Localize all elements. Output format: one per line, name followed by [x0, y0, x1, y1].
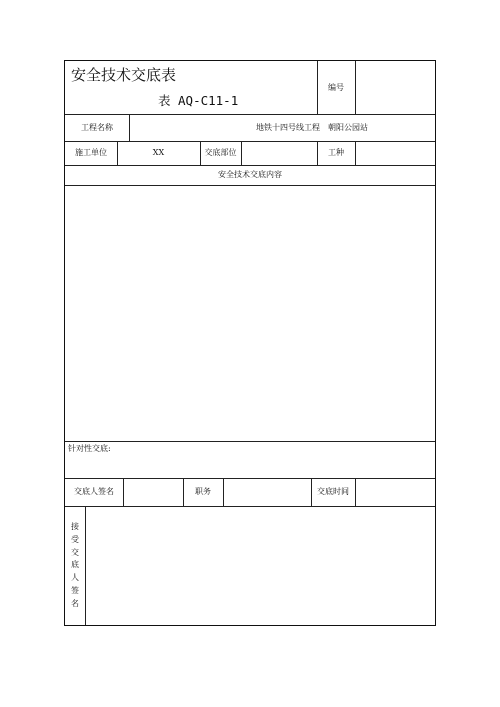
targeted-disclosure-area[interactable]	[65, 456, 435, 478]
position-field[interactable]	[223, 478, 311, 506]
disclosure-time-label: 交底时间	[317, 487, 349, 496]
construction-unit-value[interactable]: XX	[152, 148, 165, 157]
receiver-signature-area[interactable]	[85, 506, 435, 625]
receiver-label-char: 签	[71, 585, 79, 595]
receiver-label-char: 受	[71, 534, 79, 544]
form-code: 表 AQ-C11-1	[158, 93, 239, 108]
construction-unit-label: 施工单位	[75, 148, 107, 157]
discloser-signature-field[interactable]	[123, 478, 183, 506]
receiver-label-char: 名	[71, 598, 79, 608]
divider	[65, 441, 435, 442]
disclosure-location-value[interactable]	[241, 141, 317, 165]
trade-value[interactable]	[355, 141, 435, 165]
content-section-title: 安全技术交底内容	[218, 170, 282, 179]
project-name-label: 工程名称	[81, 122, 113, 132]
trade-label: 工种	[328, 148, 344, 157]
receiver-label-char: 接	[71, 522, 79, 531]
disclosure-location-label: 交底部位	[204, 148, 237, 157]
form-title: 安全技术交底表	[71, 66, 177, 84]
safety-disclosure-form	[64, 60, 436, 626]
position-label: 职务	[195, 487, 211, 496]
disclosure-time-field[interactable]	[355, 478, 435, 506]
receiver-label-char: 交	[71, 547, 79, 557]
number-field[interactable]	[355, 61, 435, 114]
project-name-value[interactable]: 地铁十四号线工程 朝阳公园站	[256, 122, 368, 132]
discloser-signature-label: 交底人签名	[74, 487, 114, 496]
receiver-label-char: 人	[71, 573, 79, 583]
receiver-label-char: 底	[71, 560, 79, 570]
targeted-disclosure-label: 针对性交底:	[68, 444, 111, 453]
number-label: 编号	[328, 82, 344, 92]
receiver-signature-label	[65, 506, 85, 625]
content-body-area[interactable]	[65, 185, 435, 441]
